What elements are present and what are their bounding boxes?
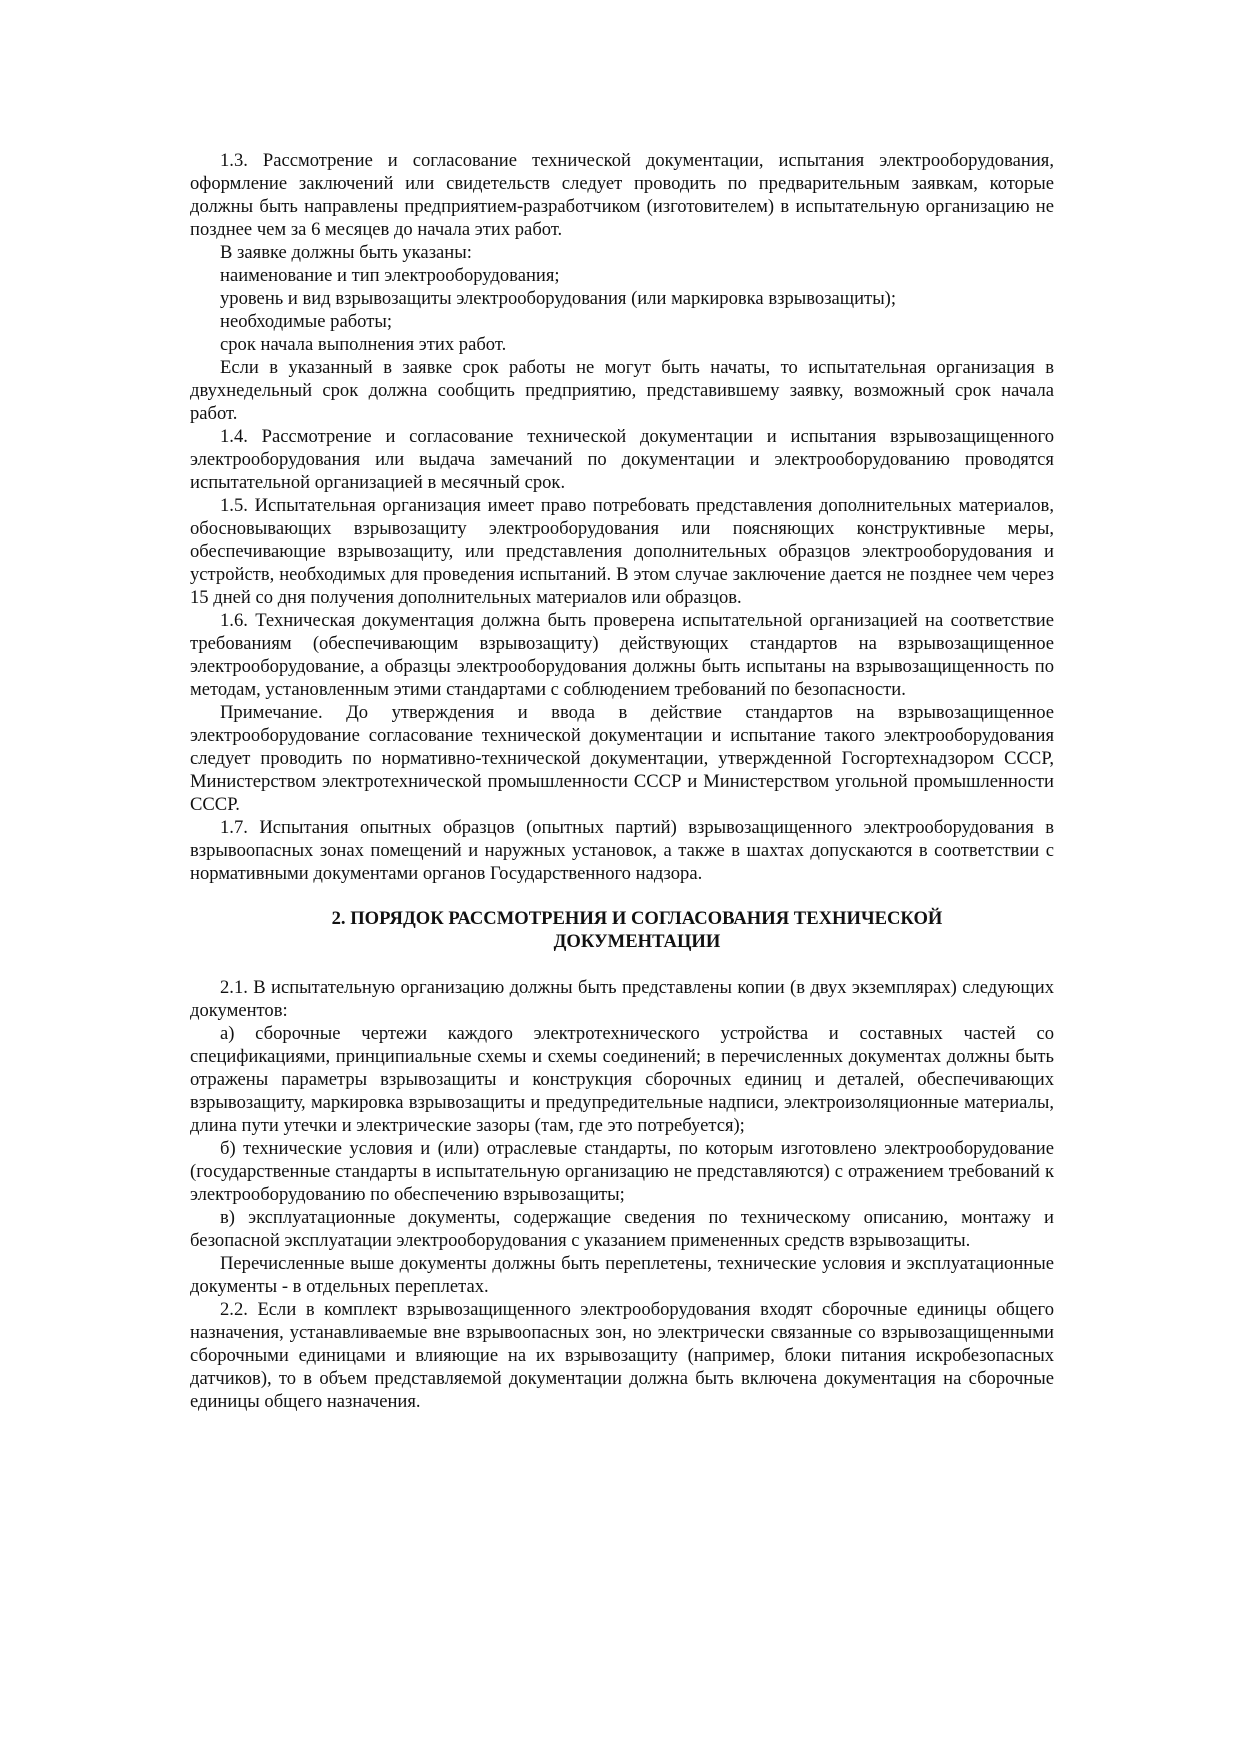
paragraph-2-2: 2.2. Если в комплект взрывозащищенного электрооборудования входят сборочные единицы общего назначения, устанавливаемые вне взрывоопасных зон, но электрически связанные со взрывозащищенными сборочными единицами и влияющие на их взрывозащиту (например, блоки питания искробезопасных датчиков), то в объем представляемой документации должна быть включена документация на сборочные единицы общего назначения. <box>190 1299 1054 1412</box>
paragraph-2-1: 2.1. В испытательную организацию должны быть представлены копии (в двух экземплярах) следующих документов: <box>190 977 1054 1021</box>
list-item-b: б) технические условия и (или) отраслевые стандарты, по которым изготовлено электрооборудование (государственные стандарты в испытательную организацию не представляются) с отражением требований к электрооборудованию по обеспечению взрывозащиты; <box>190 1138 1054 1205</box>
request-item-protection-level: уровень и вид взрывозащиты электрооборудования (или маркировка взрывозащиты); <box>220 288 897 309</box>
paragraph-1-7: 1.7. Испытания опытных образцов (опытных партий) взрывозащищенного электрооборудования в взрывоопасных зонах помещений и наружных установок, а также в шахтах допускаются в соответствии с нормативными документами органов Государственного надзора. <box>190 817 1054 884</box>
paragraph-1-6: 1.6. Техническая документация должна быть проверена испытательной организацией на соответствие требованиям (обеспечивающим взрывозащиту) действующих стандартов на взрывозащищенное электрооборудование, а образцы электрооборудования должны быть испытаны на взрывозащищенность по методам, установленным этими стандартами с соблюдением требований по безопасности. <box>190 610 1054 700</box>
section-2-heading-line-1: 2. ПОРЯДОК РАССМОТРЕНИЯ И СОГЛАСОВАНИЯ ТЕХНИЧЕСКОЙ <box>331 908 943 929</box>
list-item-v: в) эксплуатационные документы, содержащие сведения по техническому описанию, монтажу и безопасной эксплуатации электрооборудования с указанием примененных средств взрывозащиты. <box>190 1207 1054 1251</box>
paragraph-1-5: 1.5. Испытательная организация имеет право потребовать представления дополнительных материалов, обосновывающих взрывозащиту электрооборудования или поясняющих конструктивные меры, обеспечивающие взрывозащиту, или представления дополнительных образцов электрооборудования и устройств, необходимых для проведения испытаний. В этом случае заключение дается не позднее чем через 15 дней со дня получения дополнительных материалов или образцов. <box>190 495 1054 608</box>
paragraph-deadline: Если в указанный в заявке срок работы не могут быть начаты, то испытательная организация в двухнедельный срок должна сообщить предприятию, представившему заявку, возможный срок начала работ. <box>190 357 1054 424</box>
list-item-a: а) сборочные чертежи каждого электротехнического устройства и составных частей со спецификациями, принципиальные схемы и схемы соединений; в перечисленных документах должны быть отражены параметры взрывозащиты и конструкция сборочных единиц и деталей, обеспечивающих взрывозащиту, маркировка взрывозащиты и предупредительные надписи, электроизоляционные материалы, длина пути утечки и электрические зазоры (там, где это потребуется); <box>190 1023 1054 1136</box>
paragraph-1-3: 1.3. Рассмотрение и согласование технической документации, испытания электрооборудования, оформление заключений или свидетельств следует проводить по предварительным заявкам, которые должны быть направлены предприятием-разработчиком (изготовителем) в испытательную организацию не позднее чем за 6 месяцев до начала этих работ. <box>190 150 1054 240</box>
request-intro: В заявке должны быть указаны: <box>220 242 472 263</box>
request-item-works: необходимые работы; <box>220 311 393 332</box>
paragraph-1-4: 1.4. Рассмотрение и согласование технической документации и испытания взрывозащищенного электрооборудования или выдача замечаний по документации и электрооборудованию проводятся испытательной организацией в месячный срок. <box>190 426 1054 493</box>
request-item-start-date: срок начала выполнения этих работ. <box>220 334 507 355</box>
paragraph-bound-documents: Перечисленные выше документы должны быть переплетены, технические условия и эксплуатационные документы - в отдельных переплетах. <box>190 1253 1054 1297</box>
paragraph-note: Примечание. До утверждения и ввода в действие стандартов на взрывозащищенное электрооборудование согласование технической документации и испытание такого электрооборудования следует проводить по нормативно-технической документации, утвержденной Госгортехнадзором СССР, Министерством электротехнической промышленности СССР и Министерством угольной промышленности СССР. <box>190 702 1054 815</box>
request-item-type: наименование и тип электрооборудования; <box>220 265 560 286</box>
section-2-heading <box>190 907 1054 953</box>
section-2-heading-line-2: ДОКУМЕНТАЦИИ <box>553 931 721 952</box>
document-page <box>190 149 1054 1413</box>
